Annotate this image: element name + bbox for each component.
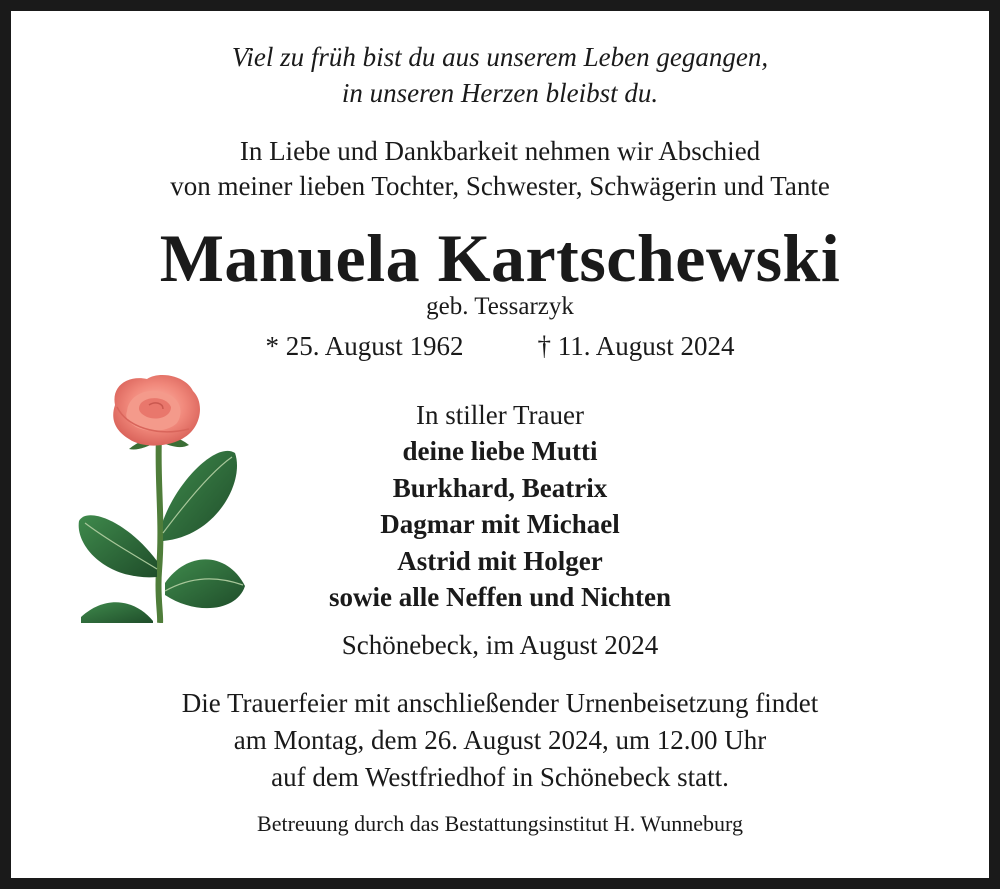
place-date: Schönebeck, im August 2024 [341,630,659,660]
mourner-line: Astrid mit Holger [397,546,603,576]
life-dates [11,329,989,363]
service-line-1: Die Trauerfeier mit anschließender Urnenbeisetzung findet [181,688,819,718]
mourner-line: Burkhard, Beatrix [392,473,608,503]
motto-line-1: Viel zu früh bist du aus unserem Leben gegangen, [231,42,769,72]
deceased-name: Manuela Kartschewski [159,220,841,296]
intro-line-1: In Liebe und Dankbarkeit nehmen wir Abschied [239,136,761,166]
intro-line-2: von meiner lieben Tochter, Schwester, Schwägerin und Tante [170,171,830,201]
death-date: † 11. August 2024 [537,331,735,361]
mourners-heading: In stiller Trauer [416,400,584,430]
service-line-3: auf dem Westfriedhof in Schönebeck statt. [271,762,729,792]
birth-name: geb. Tessarzyk [426,293,574,320]
service-line-2: am Montag, dem 26. August 2024, um 12.00 Uhr [233,725,767,755]
mourner-line: sowie alle Neffen und Nichten [329,582,671,612]
undertaker-credit: Betreuung durch das Bestattungsinstitut H. Wunneburg [257,811,743,836]
mourner-line: Dagmar mit Michael [380,509,620,539]
motto-line-2: in unseren Herzen bleibst du. [341,78,659,108]
birth-date: * 25. August 1962 [265,331,464,361]
mourner-line: deine liebe Mutti [402,436,598,466]
